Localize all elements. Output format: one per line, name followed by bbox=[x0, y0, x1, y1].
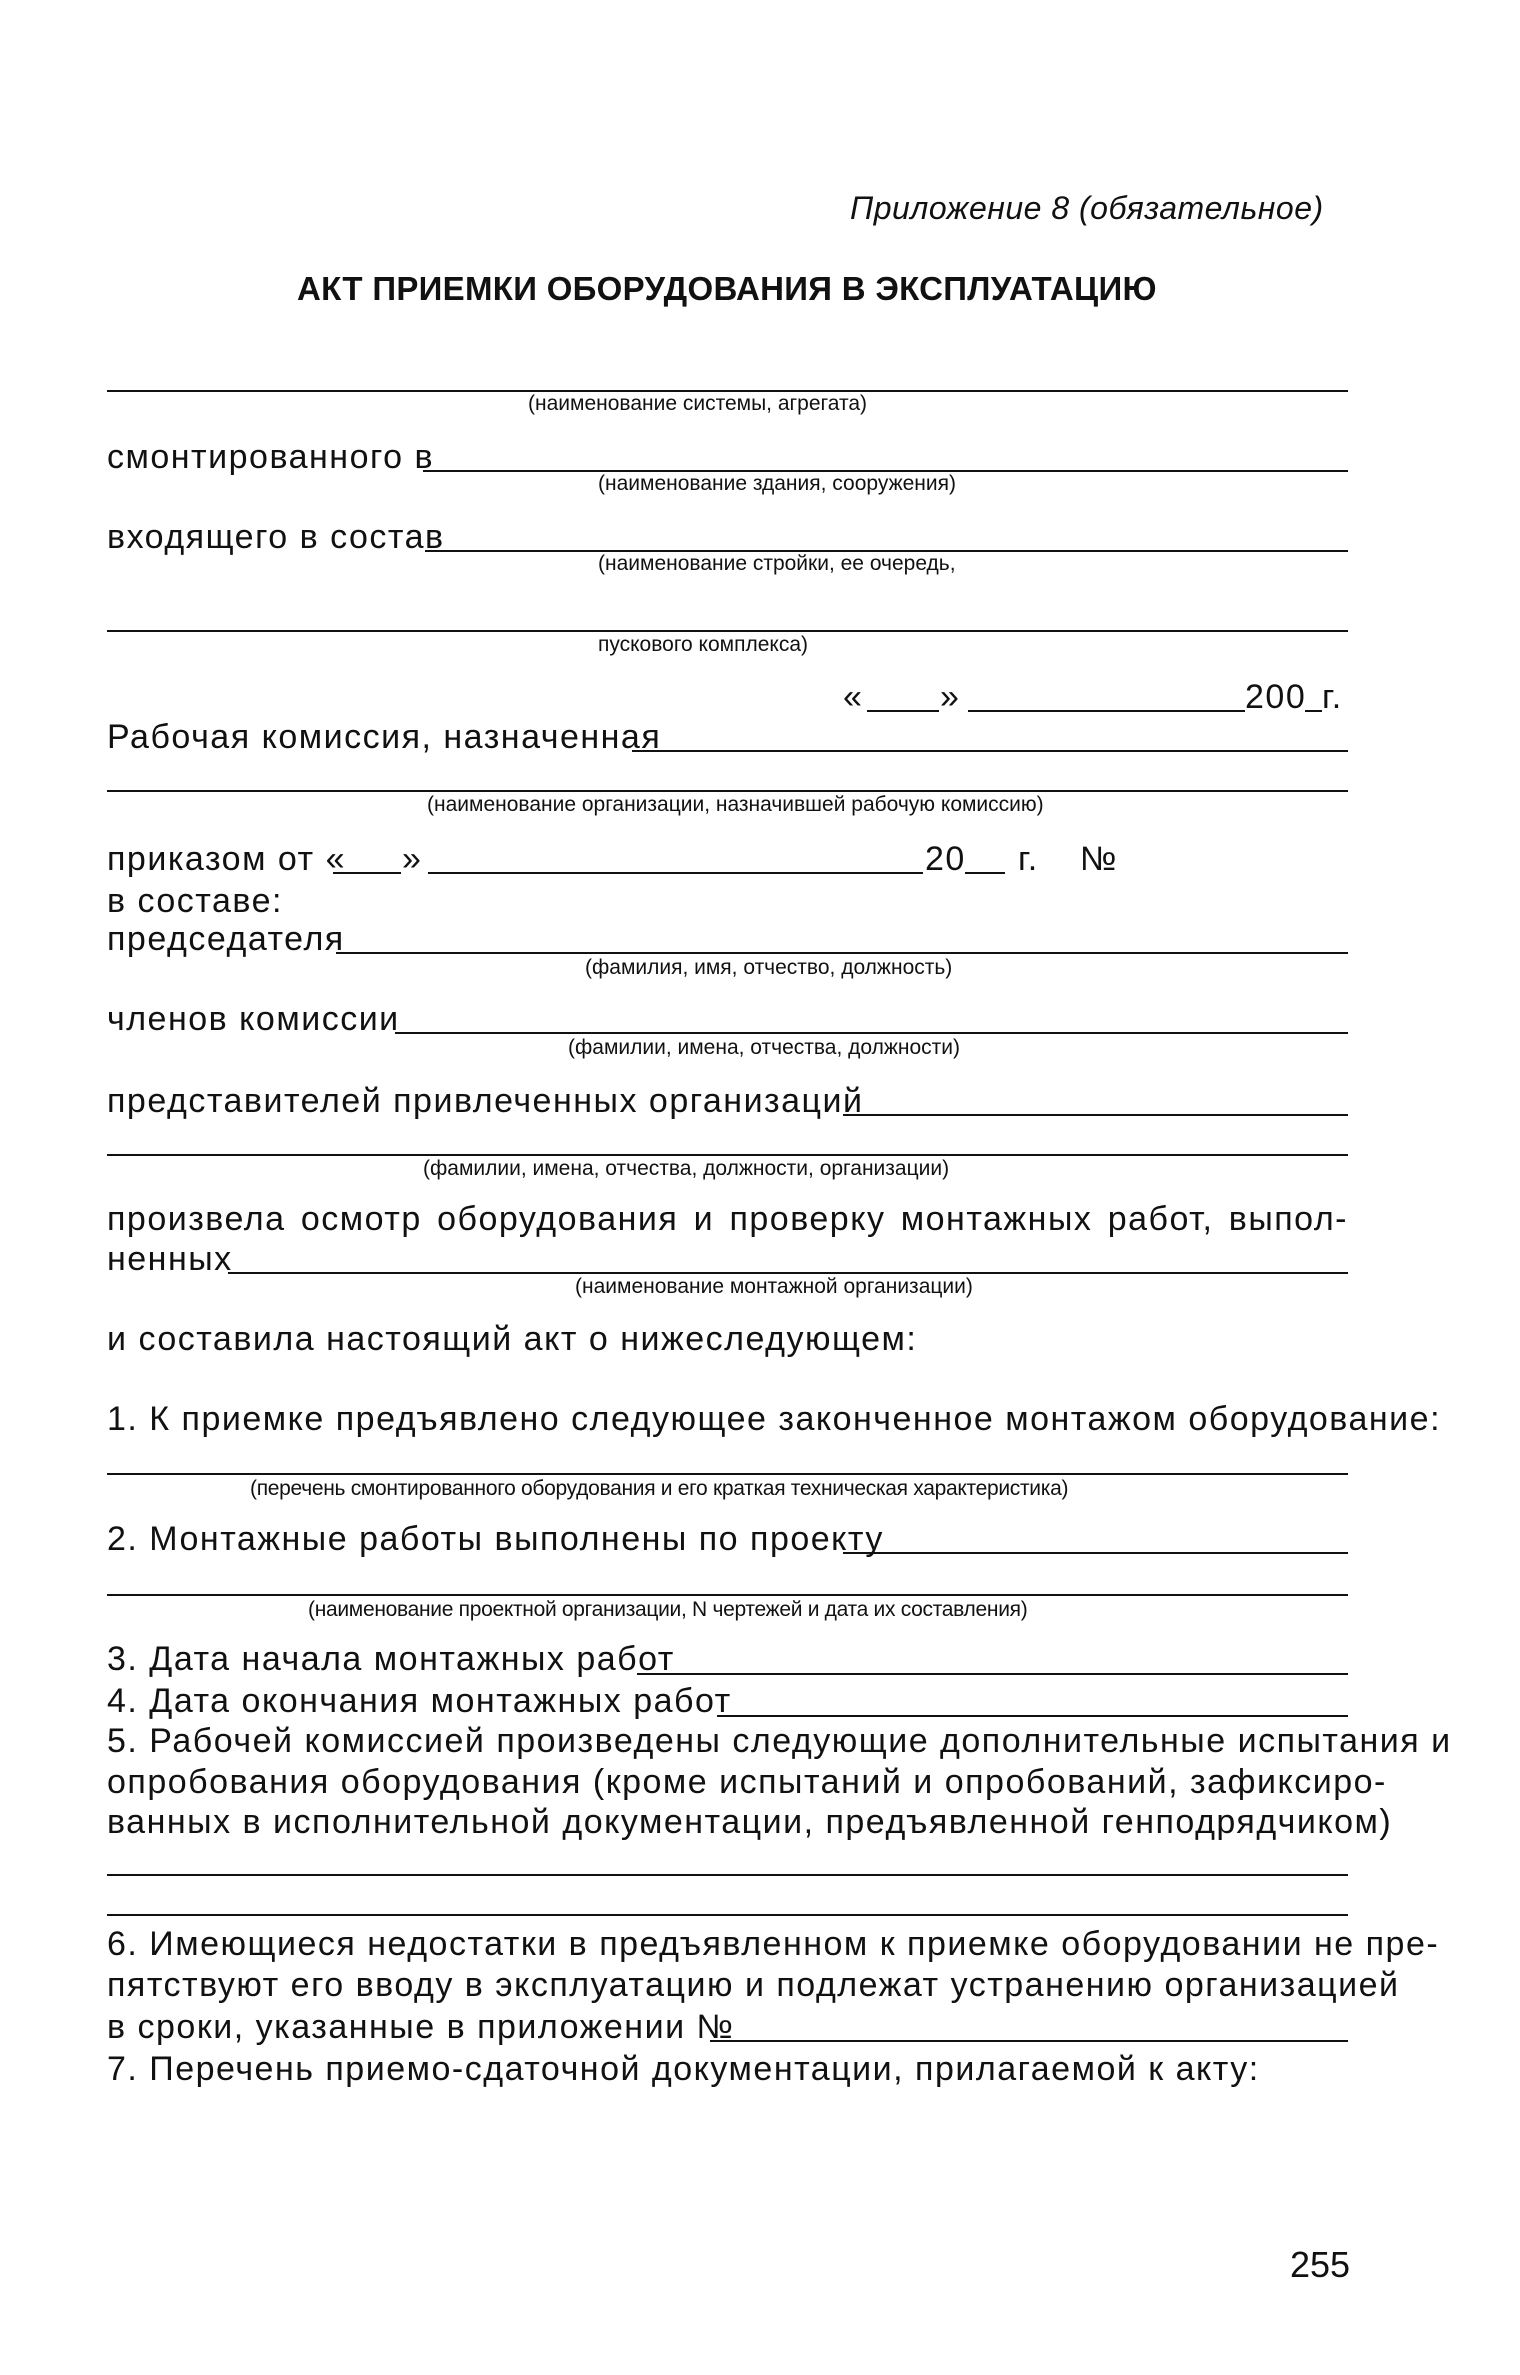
project-site-caption: (наименование стройки, ее очередь, bbox=[598, 552, 956, 575]
tests-field-1[interactable] bbox=[107, 1874, 1348, 1876]
date-open-quote: « bbox=[843, 678, 864, 716]
item-6-line-1: 6. Имеющиеся недостатки в предъявленном к приемке оборудовании не пре- bbox=[107, 1925, 1440, 1963]
members-label: членов комиссии bbox=[107, 1000, 400, 1038]
item-5-line-2: опробования оборудования (кроме испытаний и опробований, зафиксиро- bbox=[107, 1763, 1387, 1801]
inspection-line-2: ненных bbox=[107, 1240, 233, 1278]
equipment-list-caption: (перечень смонтированного оборудования и его краткая техническая характеристика) bbox=[250, 1477, 1069, 1500]
part-of-label: входящего в состав bbox=[107, 518, 445, 556]
item-3: 3. Дата начала монтажных работ bbox=[107, 1640, 675, 1678]
date-day-field[interactable] bbox=[867, 710, 939, 712]
appendix-label: Приложение 8 (обязательное) bbox=[850, 190, 1324, 226]
equipment-list-field[interactable] bbox=[107, 1473, 1348, 1475]
representatives-label: представителей привлеченных организаций bbox=[107, 1082, 864, 1120]
date-month-field[interactable] bbox=[968, 710, 1245, 712]
item-7: 7. Перечень приемо-сдаточной документации, прилагаемой к акту: bbox=[107, 2050, 1260, 2088]
order-close-quote: » bbox=[402, 840, 423, 878]
system-caption: (наименование системы, агрегата) bbox=[528, 392, 867, 415]
representatives-field-2[interactable] bbox=[107, 1154, 1348, 1156]
commission-label: Рабочая комиссия, назначенная bbox=[107, 718, 662, 756]
commission-field[interactable] bbox=[632, 750, 1348, 752]
order-year-field[interactable] bbox=[965, 872, 1005, 874]
page-number: 255 bbox=[1290, 2244, 1351, 2285]
organization-caption: (наименование организации, назначившей рабочую комиссию) bbox=[427, 793, 1044, 816]
item-4: 4. Дата окончания монтажных работ bbox=[107, 1682, 732, 1720]
chairman-caption: (фамилия, имя, отчество, должность) bbox=[585, 956, 953, 979]
installed-in-label: смонтированного в bbox=[107, 438, 435, 476]
date-year-suffix: г. bbox=[1322, 678, 1343, 716]
representatives-caption: (фамилии, имена, отчества, должности, организации) bbox=[423, 1157, 950, 1180]
item-1: 1. К приемке предъявлено следующее законченное монтажом оборудование: bbox=[107, 1400, 1442, 1438]
order-from-label: приказом от « bbox=[107, 840, 346, 878]
startup-complex-field[interactable] bbox=[107, 630, 1348, 632]
item-2: 2. Монтажные работы выполнены по проекту bbox=[107, 1520, 884, 1558]
item-6-line-2: пятствуют его вводу в эксплуатацию и подлежат устранению организацией bbox=[107, 1966, 1400, 2004]
design-org-field[interactable] bbox=[107, 1594, 1348, 1596]
project-field[interactable] bbox=[843, 1552, 1348, 1554]
order-day-field[interactable] bbox=[333, 872, 401, 874]
start-date-field[interactable] bbox=[637, 1673, 1348, 1675]
chairman-field[interactable] bbox=[336, 952, 1348, 954]
startup-complex-caption: пускового комплекса) bbox=[598, 633, 808, 656]
item-5-line-3: ванных в исполнительной документации, предъявленной генподрядчиком) bbox=[107, 1803, 1393, 1841]
date-close-quote: » bbox=[940, 678, 961, 716]
order-number-sign: № bbox=[1080, 840, 1118, 878]
item-5-line-1: 5. Рабочей комиссией произведены следующие дополнительные испытания и bbox=[107, 1722, 1452, 1760]
members-field[interactable] bbox=[395, 1032, 1348, 1034]
chairman-label: председателя bbox=[107, 920, 345, 958]
composition-label: в составе: bbox=[107, 882, 283, 920]
design-org-caption: (наименование проектной организации, N чертежей и дата их составления) bbox=[308, 1598, 1028, 1621]
installer-field[interactable] bbox=[228, 1272, 1348, 1274]
tests-field-2[interactable] bbox=[107, 1914, 1348, 1916]
appendix-number-field[interactable] bbox=[710, 2040, 1348, 2042]
date-year-prefix: 200 bbox=[1245, 678, 1307, 716]
item-6-line-3: в сроки, указанные в приложении № bbox=[107, 2008, 735, 2046]
inspection-line-1: произвела осмотр оборудования и проверку монтажных работ, выпол- bbox=[107, 1200, 1348, 1238]
installer-caption: (наименование монтажной организации) bbox=[575, 1275, 973, 1298]
members-caption: (фамилии, имена, отчества, должности) bbox=[568, 1036, 961, 1059]
end-date-field[interactable] bbox=[717, 1715, 1348, 1717]
representatives-field[interactable] bbox=[843, 1114, 1348, 1116]
date-year-field[interactable] bbox=[1305, 710, 1322, 712]
order-month-field[interactable] bbox=[428, 872, 923, 874]
order-year-suffix: г. bbox=[1018, 840, 1039, 878]
document-title: АКТ ПРИЕМКИ ОБОРУДОВАНИЯ В ЭКСПЛУАТАЦИЮ bbox=[297, 270, 1157, 307]
building-caption: (наименование здания, сооружения) bbox=[598, 472, 956, 495]
organization-field[interactable] bbox=[107, 790, 1348, 792]
compiled-statement: и составила настоящий акт о нижеследующем: bbox=[107, 1320, 918, 1358]
order-year-prefix: 20 bbox=[925, 840, 966, 878]
